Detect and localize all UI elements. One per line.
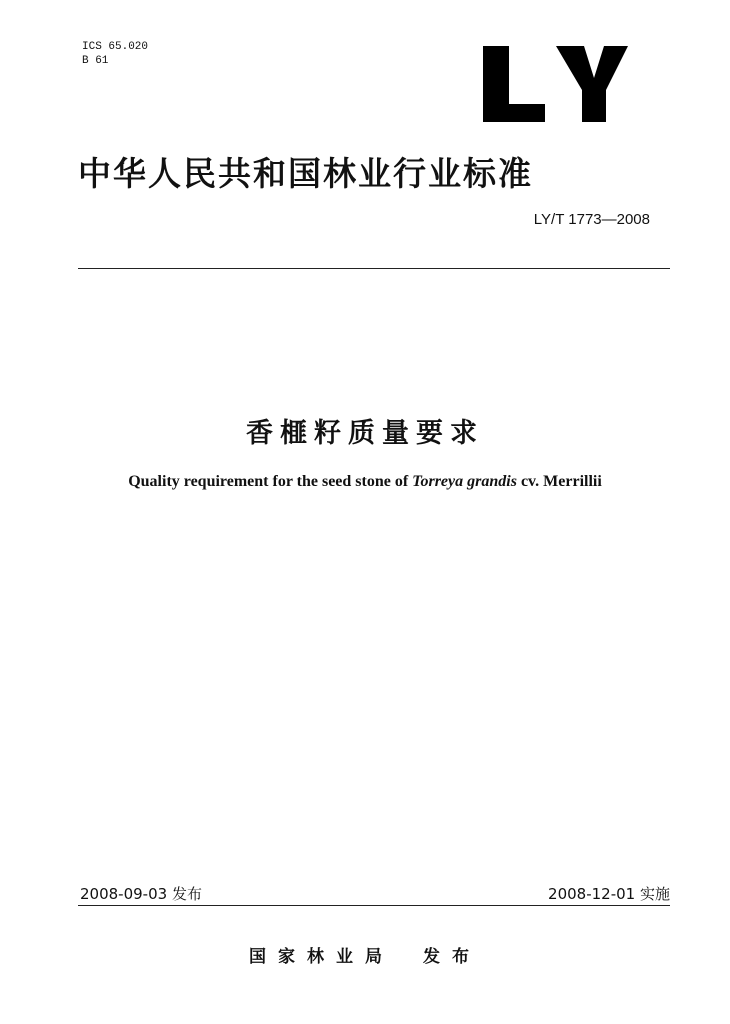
document-title-chinese: 香榧籽质量要求: [246, 418, 484, 449]
title-english-species: Torreya grandis: [412, 473, 517, 490]
issue-date: 2008-09-03 发布: [80, 885, 202, 903]
implementation-date: 2008-12-01 实施: [548, 885, 670, 903]
bottom-divider: [78, 905, 670, 906]
ly-logo: [478, 38, 628, 128]
document-title-english: [0, 473, 730, 491]
top-divider: [78, 268, 670, 269]
title-english-pre: Quality requirement for the seed stone of: [128, 473, 413, 490]
organization-title: 中华人民共和国林业行业标准: [78, 154, 533, 193]
title-english-post: cv. Merrillii: [516, 473, 602, 490]
ics-code: ICS 65.020: [82, 41, 149, 53]
standard-number: LY/T 1773—2008: [533, 211, 650, 228]
publisher: 国家林业局 发布: [249, 947, 481, 967]
ccs-code: B 61: [82, 55, 109, 67]
